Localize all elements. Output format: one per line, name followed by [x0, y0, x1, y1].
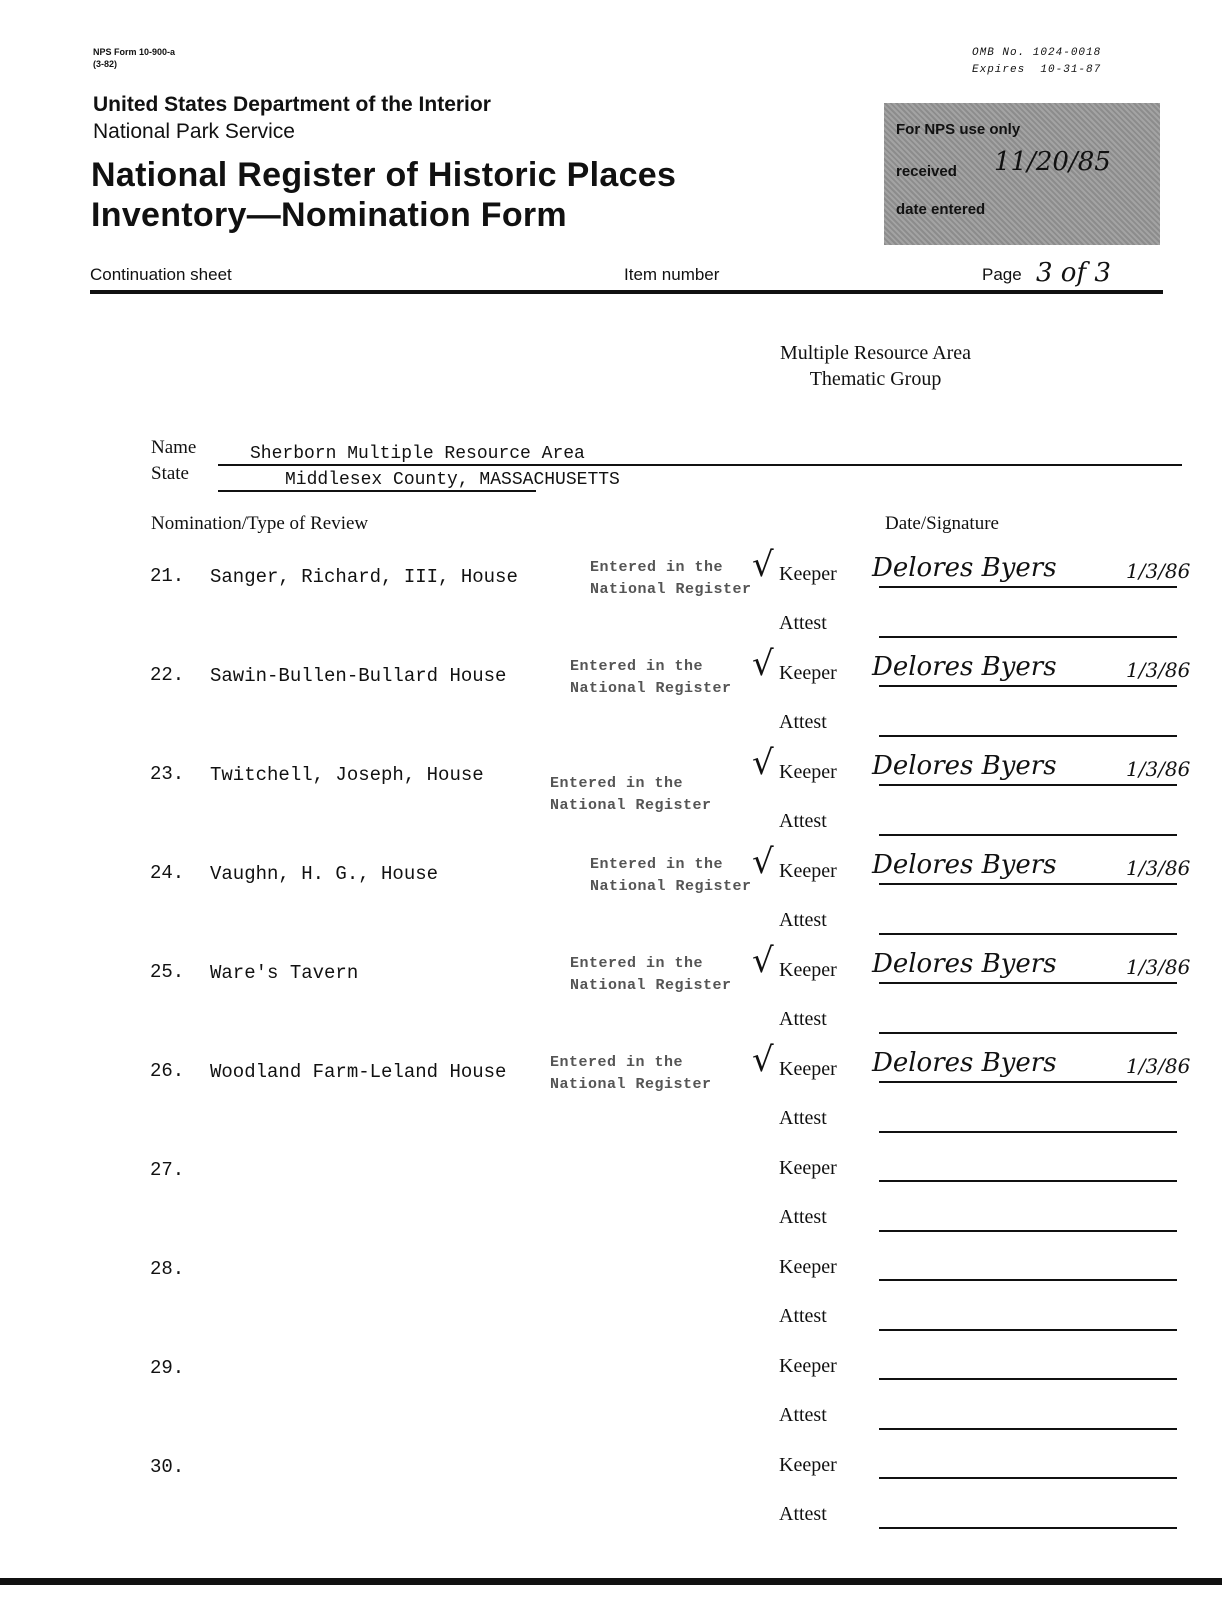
stamp-line2: National Register [570, 680, 732, 697]
keeper-label: Keeper [779, 1058, 837, 1080]
signature-date: 1/3/86 [1126, 559, 1191, 583]
stamp-line1: Entered in the [550, 1054, 684, 1071]
header-divider [90, 290, 1163, 294]
signature-date: 1/3/86 [1126, 856, 1191, 880]
area-heading [780, 340, 971, 392]
department-title: United States Department of the Interior [93, 93, 491, 116]
name-value: Sherborn Multiple Resource Area [250, 444, 585, 464]
entered-stamp [550, 773, 712, 817]
attest-label: Attest [779, 1503, 827, 1525]
keeper-signature: Delores Byers [872, 652, 1057, 682]
omb-number: OMB No. 1024-0018 [972, 47, 1102, 59]
entered-stamp [570, 656, 732, 700]
row-number: 23. [150, 763, 185, 785]
page-value: 3 of 3 [1036, 258, 1111, 288]
check-mark-icon: √ [752, 644, 774, 684]
keeper-label: Keeper [779, 1454, 837, 1476]
row-name: Sanger, Richard, III, House [210, 566, 518, 588]
signature-date: 1/3/86 [1126, 1054, 1191, 1078]
attest-label: Attest [779, 1305, 827, 1327]
omb-expires: Expires 10-31-87 [972, 64, 1102, 76]
form-title-line1: National Register of Historic Places [91, 156, 677, 194]
continuation-sheet-label: Continuation sheet [90, 265, 232, 284]
area-line2: Thematic Group [809, 368, 942, 390]
keeper-label: Keeper [779, 1256, 837, 1278]
date-entered-label: date entered [896, 201, 986, 218]
row-number: 24. [150, 862, 185, 884]
footer-rule [0, 1578, 1222, 1585]
nps-use-box [884, 103, 1160, 245]
attest-label: Attest [779, 711, 827, 733]
stamp-line2: National Register [550, 797, 712, 814]
form-date: (3-82) [93, 59, 118, 69]
attest-label: Attest [779, 1107, 827, 1129]
state-underline [218, 490, 536, 492]
check-mark-icon: √ [752, 941, 774, 981]
form-number-block [93, 46, 175, 70]
row-number: 25. [150, 961, 185, 983]
entered-stamp [550, 1052, 712, 1096]
column-header-left: Nomination/Type of Review [151, 513, 369, 534]
row-name: Sawin-Bullen-Bullard House [210, 665, 507, 687]
attest-signature-line [879, 933, 1177, 935]
row-number: 26. [150, 1060, 185, 1082]
received-label: received [896, 163, 957, 180]
keeper-label: Keeper [779, 1355, 837, 1377]
row-name: Ware's Tavern [210, 962, 359, 984]
state-label: State [151, 463, 189, 484]
received-value: 11/20/85 [994, 147, 1111, 177]
keeper-signature-line [879, 1081, 1177, 1083]
form-title-line2: Inventory—Nomination Form [91, 196, 567, 234]
keeper-label: Keeper [779, 761, 837, 783]
keeper-signature-line [879, 1180, 1177, 1182]
signature-date: 1/3/86 [1126, 658, 1191, 682]
stamp-line1: Entered in the [570, 658, 704, 675]
keeper-signature: Delores Byers [872, 1048, 1057, 1078]
row-number: 22. [150, 664, 185, 686]
attest-label: Attest [779, 810, 827, 832]
row-number: 29. [150, 1357, 185, 1379]
entered-stamp [590, 557, 752, 601]
stamp-line1: Entered in the [590, 856, 724, 873]
state-value: Middlesex County, MASSACHUSETTS [285, 470, 620, 490]
stamp-line2: National Register [570, 977, 732, 994]
check-mark-icon: √ [752, 545, 774, 585]
attest-signature-line [879, 735, 1177, 737]
attest-label: Attest [779, 612, 827, 634]
row-name: Woodland Farm-Leland House [210, 1061, 507, 1083]
keeper-signature-line [879, 1477, 1177, 1479]
name-underline [218, 464, 1182, 466]
stamp-line1: Entered in the [570, 955, 704, 972]
agency-title: National Park Service [93, 120, 295, 143]
stamp-line1: Entered in the [550, 775, 684, 792]
check-mark-icon: √ [752, 743, 774, 783]
keeper-signature: Delores Byers [872, 850, 1057, 880]
check-mark-icon: √ [752, 842, 774, 882]
keeper-label: Keeper [779, 959, 837, 981]
keeper-label: Keeper [779, 563, 837, 585]
keeper-signature: Delores Byers [872, 751, 1057, 781]
attest-signature-line [879, 1032, 1177, 1034]
attest-signature-line [879, 834, 1177, 836]
row-number: 30. [150, 1456, 185, 1478]
keeper-label: Keeper [779, 860, 837, 882]
item-number-label: Item number [624, 265, 720, 284]
page-label: Page [982, 265, 1022, 284]
keeper-signature-line [879, 586, 1177, 588]
attest-signature-line [879, 1428, 1177, 1430]
form-number: NPS Form 10-900-a [93, 47, 176, 57]
row-name: Twitchell, Joseph, House [210, 764, 484, 786]
stamp-line2: National Register [590, 581, 752, 598]
attest-signature-line [879, 1527, 1177, 1529]
row-name: Vaughn, H. G., House [210, 863, 439, 885]
attest-label: Attest [779, 909, 827, 931]
row-number: 21. [150, 565, 185, 587]
stamp-line2: National Register [590, 878, 752, 895]
row-number: 28. [150, 1258, 185, 1280]
attest-label: Attest [779, 1206, 827, 1228]
keeper-label: Keeper [779, 1157, 837, 1179]
keeper-signature-line [879, 1279, 1177, 1281]
nps-use-label: For NPS use only [896, 121, 1021, 138]
stamp-line1: Entered in the [590, 559, 724, 576]
keeper-signature-line [879, 982, 1177, 984]
entered-stamp [590, 854, 752, 898]
entered-stamp [570, 953, 732, 997]
keeper-signature: Delores Byers [872, 553, 1057, 583]
name-label: Name [151, 437, 197, 458]
check-mark-icon: √ [752, 1040, 774, 1080]
keeper-signature-line [879, 685, 1177, 687]
row-number: 27. [150, 1159, 185, 1181]
keeper-signature-line [879, 1378, 1177, 1380]
keeper-signature-line [879, 784, 1177, 786]
attest-signature-line [879, 1230, 1177, 1232]
attest-label: Attest [779, 1404, 827, 1426]
column-header-right: Date/Signature [885, 513, 999, 534]
area-line1: Multiple Resource Area [780, 342, 972, 364]
attest-signature-line [879, 636, 1177, 638]
attest-signature-line [879, 1329, 1177, 1331]
signature-date: 1/3/86 [1126, 757, 1191, 781]
attest-label: Attest [779, 1008, 827, 1030]
keeper-signature-line [879, 883, 1177, 885]
attest-signature-line [879, 1131, 1177, 1133]
stamp-line2: National Register [550, 1076, 712, 1093]
signature-date: 1/3/86 [1126, 955, 1191, 979]
omb-block [972, 45, 1101, 79]
keeper-label: Keeper [779, 662, 837, 684]
keeper-signature: Delores Byers [872, 949, 1057, 979]
